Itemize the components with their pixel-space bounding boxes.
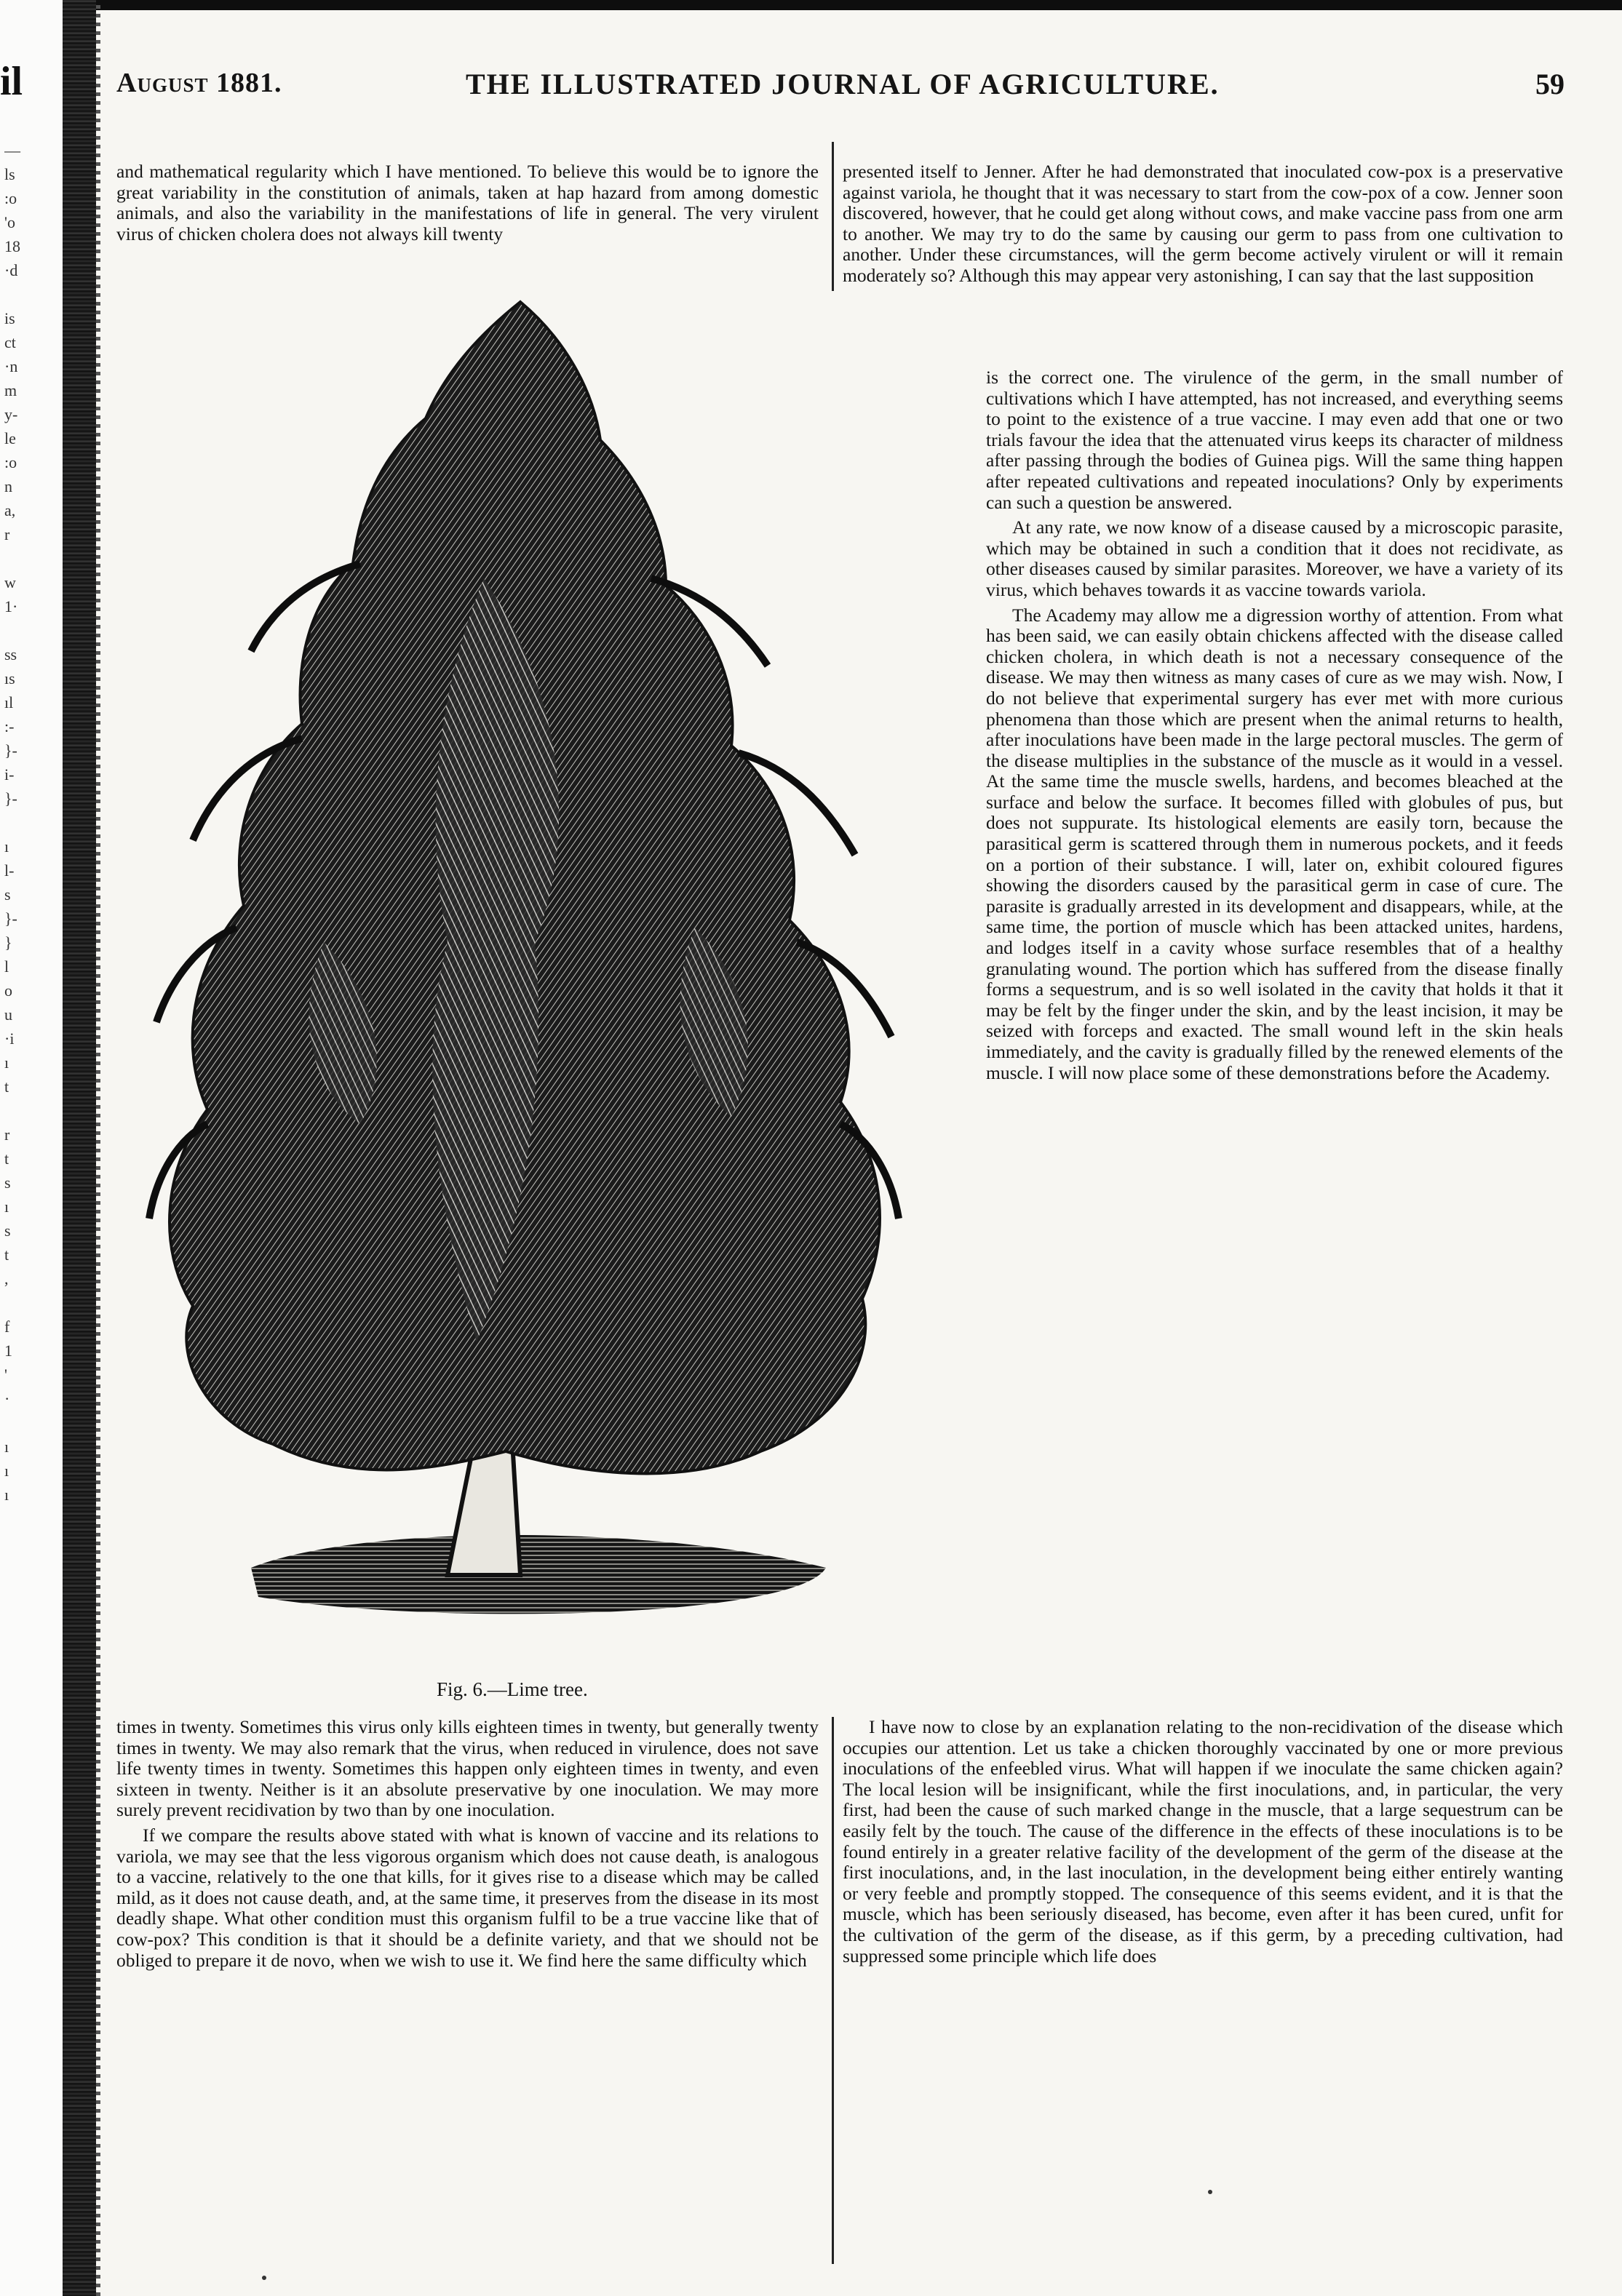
column-2-top: [843, 162, 1563, 291]
adjacent-page-letter: [4, 618, 48, 642]
column-2-beside-figure: [986, 367, 1563, 1088]
adjacent-page-letter: m: [4, 381, 17, 399]
binding-gutter-shadow: [63, 0, 96, 2296]
adjacent-page-letter: [4, 282, 48, 306]
adjacent-page-letter: [4, 1099, 48, 1123]
adjacent-page-letter: ,: [4, 1269, 9, 1288]
adjacent-page-letter: t: [4, 1245, 9, 1264]
adjacent-page-letter: s: [4, 1221, 11, 1240]
adjacent-page-letter: ct: [4, 333, 16, 351]
column-2-bottom: [843, 1717, 1563, 1971]
paragraph: and mathematical regularity which I have mentioned. To believe this would be to ignore the great variability in the constitution of animals, taken at hap hazard from among domestic animals, and also the variability in the manifestations of life in general. The very virulent virus of chicken cholera does not always kill twenty: [116, 161, 819, 244]
column-divider-top: [832, 142, 834, 291]
adjacent-page-letter: ı: [4, 1462, 9, 1480]
adjacent-page-letter: 1: [4, 1342, 12, 1360]
adjacent-page-margin: [0, 0, 63, 2296]
ground-shadow: [251, 1535, 826, 1614]
paragraph: The Academy may allow me a digression worthy of attention. From what has been said, we can easily obtain chickens affected with the disease called chicken cholera, in which death is not a necessary consequence of the disease. We may then witness as many cases of cure as we may wish. Now, I do not believe that experimental surgery has ever met with more curious phenomena than those which are present when the animal returns to health, after inoculations have been made in the large pectoral muscles. The germ of the disease multiplies in the substance of the muscle as it would in a vessel. At the same time the muscle swells, hardens, and becomes bleached at the surface and below the surface. It becomes filled with globules of pus, but does not suppurate. Its histological elements are easily torn, because the parasitical germ is scattered through them in numerous pockets, and it feeds on a portion of their substance. I will, later on, exhibit coloured figures showing the disorders caused by the parasitical germ in case of cure. The parasite is gradually arrested in its development and disappears, while, at the same time, the portion of muscle which has been attacked unites, hardens, and lodges itself in a cavity whose surface resembles that of a healthy granulating wound. The portion which has suffered from the disease finally forms a sequestrum, and is so well isolated in the cavity that holds it that it may be felt by the finger under the skin, and by the least incision, it may be seized with forceps and exacted. The small wound left in the skin heals immediately, and the cavity is gradually filled by the renewed elements of the muscle. I will now place some of these demonstrations before the Academy.: [986, 604, 1563, 1083]
adjacent-page-letter: 1·: [4, 597, 18, 615]
adjacent-page-letter: w: [4, 573, 16, 591]
adjacent-page-letter: f: [4, 1318, 10, 1336]
adjacent-page-letter: ı: [4, 1053, 9, 1072]
column-1-bottom: [116, 1717, 819, 1975]
adjacent-page-letter: t: [4, 1149, 9, 1168]
adjacent-page-letter: [4, 1291, 48, 1315]
running-header: [116, 67, 1565, 111]
adjacent-page-letter: u: [4, 1005, 12, 1024]
adjacent-page-letter: y-: [4, 405, 18, 423]
adjacent-page-letter: r: [4, 525, 10, 543]
adjacent-page-letter: ı: [4, 1197, 9, 1216]
adjacent-page-letter: [4, 546, 48, 570]
adjacent-page-letter: ls: [4, 165, 15, 183]
lime-tree-engraving: [142, 287, 902, 1670]
adjacent-page-letter: r: [4, 1125, 10, 1144]
adjacent-page-letter: o: [4, 981, 12, 1000]
adjacent-page-letter: ·: [4, 1390, 10, 1408]
adjacent-page-letter: ıl: [4, 693, 14, 711]
adjacent-page-letter: ı: [4, 1486, 9, 1504]
top-page-edge: [80, 0, 1622, 10]
adjacent-page-letter: le: [4, 429, 16, 447]
ink-speck: [262, 2276, 266, 2280]
paragraph: If we compare the results above stated with what is known of vaccine and its relations to variola, we may see that the less vigorous organism which does not cause death, is analogous to a vaccine, relatively to the one that kills, for it gives rise to a disease which may be called mild, as it does not cause death, and, at the same time, it preserves from the disease in its most deadly shape. What other condition must this organism fulfil to be a true vaccine like that of cow-pox? This condition is that it should be a definite variety, and that we should not be obliged to prepare it de novo, when we wish to use it. We find here the same difficulty which: [116, 1824, 819, 1971]
adjacent-page-letter: ': [4, 1366, 7, 1384]
adjacent-page-letter: }-: [4, 909, 17, 928]
issue-date: August 1881.: [116, 68, 282, 98]
adjacent-page-letter: ıs: [4, 669, 15, 687]
adjacent-page-letters: [4, 138, 48, 1507]
adjacent-page-letter: }-: [4, 789, 17, 808]
adjacent-page-letter: s: [4, 1173, 11, 1192]
adjacent-page-letter: n: [4, 477, 12, 495]
adjacent-page-letter: l: [4, 957, 9, 976]
adjacent-page-letter: [4, 810, 48, 834]
figure-caption: Fig. 6.—Lime tree.: [437, 1678, 588, 1700]
journal-title: THE ILLUSTRATED JOURNAL OF AGRICULTURE.: [466, 68, 1220, 100]
adjacent-page-letter: ı: [4, 837, 9, 856]
adjacent-page-fragment: il: [0, 59, 23, 104]
ink-speck: [1208, 2190, 1212, 2194]
adjacent-page-letter: ss: [4, 645, 17, 663]
paragraph: times in twenty. Sometimes this virus only kills eighteen times in twenty, but generally twenty times in twenty. We may also remark that the virus, when reduced in virulence, does not save life twenty times in twenty. Sometimes this happen only eighteen times in twenty, and even sixteen in twenty. Neither is it an absolute preservative by one inoculation. We may more surely prevent recidivation by two than by one inoculation.: [116, 1716, 819, 1821]
adjacent-page-letter: 18: [4, 237, 20, 255]
paragraph: presented itself to Jenner. After he had demonstrated that inoculated cow-pox is a preservative against variola, he thought that it was necessary to start from the cow-pox of a cow. Jenner soon discovered, however, that he could get along without cows, and make vaccine pass from one arm to another. We may try to do the same by causing our germ to pass from one cultivation to another. Under these circumstances, will the germ become actively virulent or will it remain moderately so? Although this may appear very astonishing, I can say that the last supposition: [843, 161, 1563, 286]
adjacent-page-letter: —: [4, 141, 20, 159]
adjacent-page-letter: }-: [4, 741, 17, 760]
adjacent-page-letter: is: [4, 309, 15, 327]
paragraph: is the correct one. The virulence of the germ, in the small number of cultivations which I have attempted, has not increased, and everything seems to point to the existence of a true vaccine. I may even add that one or two trials favour the idea that the attenuated virus keeps its character of mildness after passing through the bodies of Guinea pigs. Will the same thing happen after repeated cultivations and repeated inoculations? Only by experiments can such a question be answered.: [986, 367, 1563, 513]
adjacent-page-letter: :o: [4, 453, 17, 471]
adjacent-page-letter: }: [4, 933, 12, 952]
adjacent-page-letter: ı: [4, 1438, 9, 1456]
adjacent-page-letter: ·i: [4, 1029, 15, 1048]
paragraph: I have now to close by an explanation relating to the non-recidivation of the disease which occupies our attention. Let us take a chicken thoroughly vaccinated by one or more previous inoculations of the enfeebled virus. What will happen if we inoculate the same chicken again? The local lesion will be insignificant, while the first inoculations, and, in particular, the very first, had been the cause of such marked change in the muscle, that a large sequestrum can be easily felt by the touch. The cause of the difference in the effects of these inoculations is to be found entirely in a greater relative facility of the development of the germ of the disease at the first inoculations, and, in the last inoculation, in the development being either entirely wanting or very feeble and promptly stopped. The consequence of this seems evident, and it is that the muscle, which has been seriously diseased, has become, even after it has been cured, unfit for the cultivation of the germ of the disease, as if this germ, by a preceding cultivation, had suppressed some principle which life does: [843, 1716, 1563, 1966]
adjacent-page-letter: ·n: [4, 357, 18, 375]
adjacent-page-letter: s: [4, 885, 11, 904]
adjacent-page-letter: i-: [4, 765, 15, 784]
adjacent-page-letter: :o: [4, 189, 17, 207]
adjacent-page-letter: l-: [4, 861, 15, 880]
adjacent-page-letter: [4, 1411, 48, 1435]
adjacent-page-letter: 'o: [4, 213, 15, 231]
page-number: 59: [1535, 68, 1565, 100]
column-1-top: [116, 162, 819, 249]
paragraph: At any rate, we now know of a disease caused by a microscopic parasite, which may be obtained in such a condition that it does not recidivate, as other diseases caused by similar parasites. Moreover, we have a variety of its virus, which behaves towards it as vaccine towards variola.: [986, 517, 1563, 600]
column-divider-bottom: [832, 1717, 834, 2264]
adjacent-page-letter: a,: [4, 501, 16, 519]
adjacent-page-letter: t: [4, 1077, 9, 1096]
adjacent-page-letter: :-: [4, 717, 15, 736]
adjacent-page-letter: ·d: [4, 261, 18, 279]
